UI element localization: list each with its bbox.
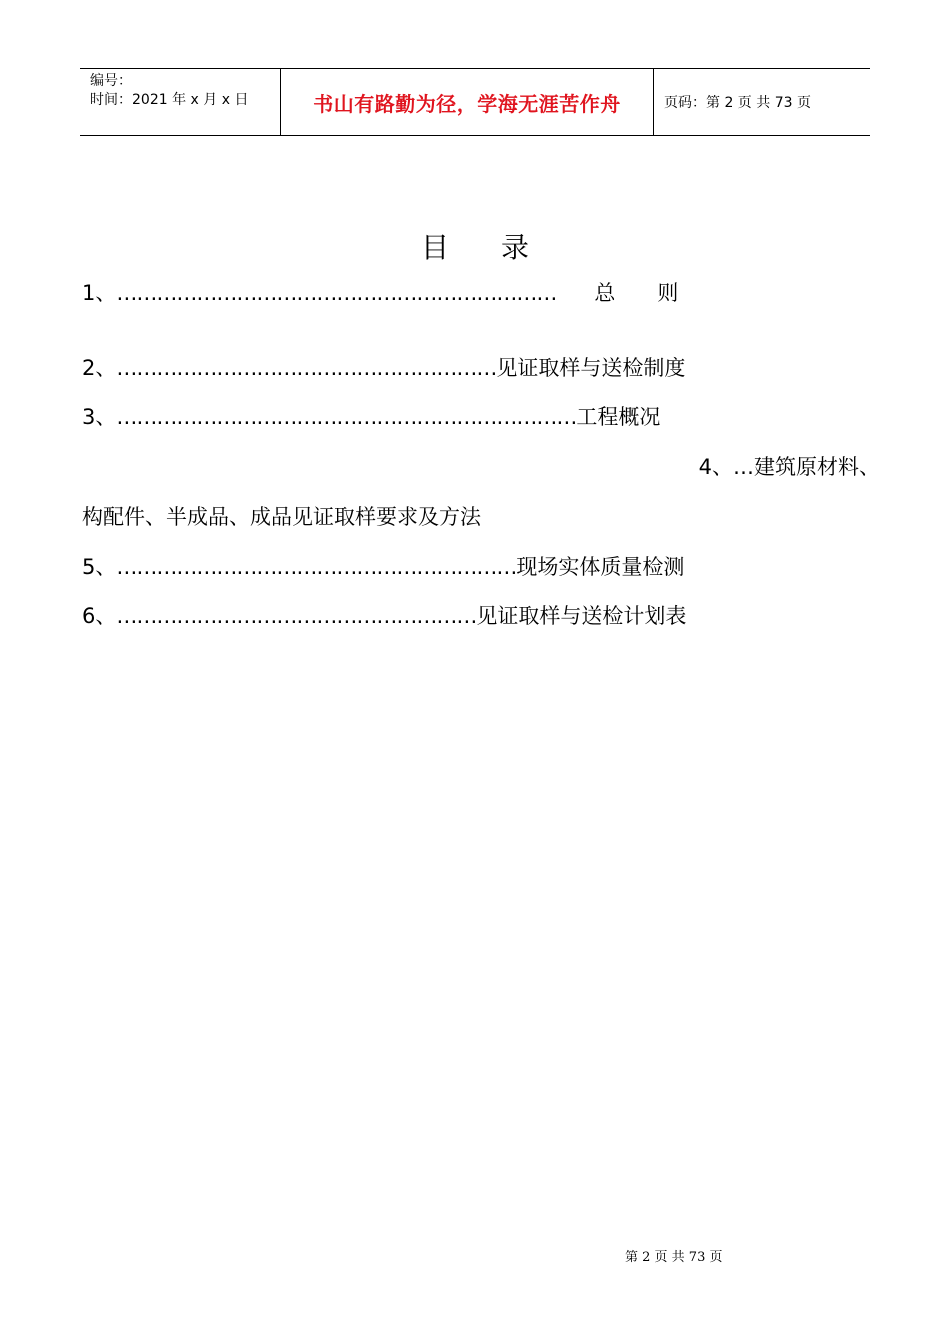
number-label: 编号： (90, 73, 132, 89)
toc-title-char-2: 录 (501, 231, 530, 264)
toc-title-char-1: 目 (420, 231, 449, 264)
toc-item-label: 见证取样与送检计划表 (476, 604, 687, 628)
page-footer: 第 2 页 共 73 页 (625, 1250, 723, 1265)
toc-item-number: 6、 (82, 604, 117, 628)
time-label: 时间：2021 年 x 月 x 日 (90, 92, 249, 108)
toc-item-label: 总 则 (594, 281, 679, 305)
toc-item-1 (82, 278, 678, 308)
header-meta (80, 69, 281, 135)
toc-leader-dots: ………………………………………………… (116, 356, 497, 380)
toc-leader-dots: ……………………………………………… (116, 604, 477, 628)
toc-item-label: 现场实体质量检测 (516, 555, 685, 579)
toc-item-2 (82, 353, 685, 383)
toc-item-number: 1、 (82, 281, 117, 305)
toc-item-6 (82, 601, 686, 631)
toc-item-number: 5、 (82, 555, 117, 579)
toc-item-label: 工程概况 (576, 405, 661, 429)
toc-item-3 (82, 402, 660, 432)
toc-leader-dots: …………………………………………………………… (116, 405, 577, 429)
toc-title (0, 226, 950, 266)
toc-leader-dots: ………………………………………………………… (116, 281, 557, 305)
toc-item-4-line-1: 4、…建筑原材料、 (698, 455, 880, 479)
toc-leader-dots: …………………………………………………… (116, 555, 517, 579)
page-header (80, 68, 870, 136)
toc-item-label: 见证取样与送检制度 (496, 356, 686, 380)
header-page-info: 页码：第 2 页 共 73 页 (664, 95, 811, 111)
toc-item-5 (82, 552, 684, 582)
toc-item-number: 2、 (82, 356, 117, 380)
toc-item-4-line-2: 构配件、半成品、成品见证取样要求及方法 (82, 505, 481, 529)
header-motto: 书山有路勤为径，学海无涯苦作舟 (281, 69, 654, 135)
toc-item-number: 3、 (82, 405, 117, 429)
